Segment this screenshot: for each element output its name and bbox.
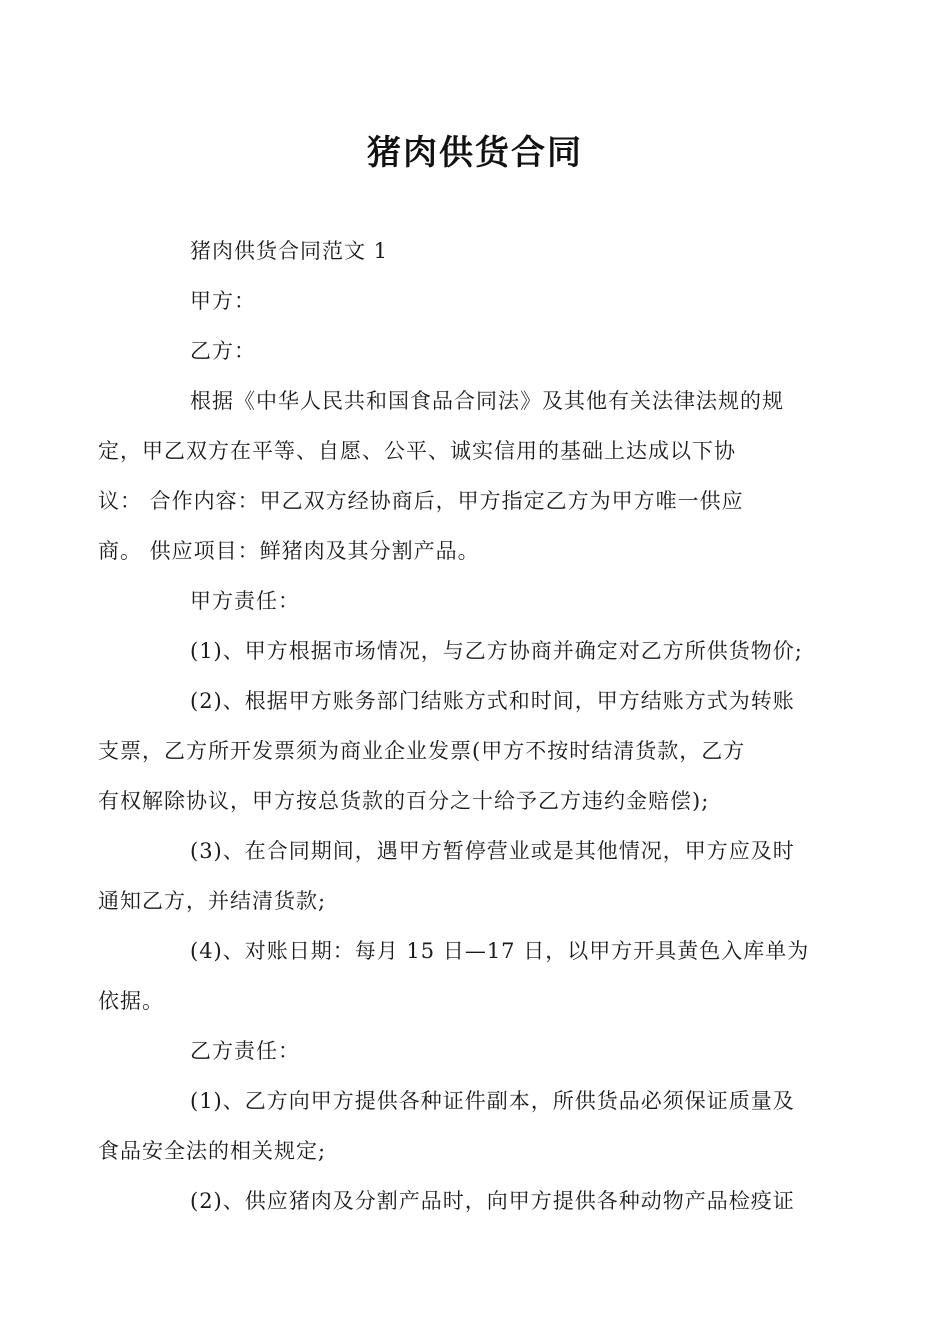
text-line: (4)、对账日期：每月 15 日—17 日，以甲方开具黄色入库单为 (190, 939, 810, 963)
text-line: 依据。 (98, 989, 164, 1013)
clause-a-1 (144, 626, 814, 676)
clause-b-2 (144, 1176, 814, 1226)
text-line: 乙方： (190, 339, 256, 363)
text-line: 定，甲乙双方在平等、自愿、公平、诚实信用的基础上达成以下协 (98, 439, 736, 463)
section-heading-party-a (144, 576, 814, 626)
text-line: (1)、甲方根据市场情况，与乙方协商并确定对乙方所供货物价; (190, 639, 803, 663)
page-title: 猪肉供货合同 (367, 133, 583, 173)
text-line: (2)、根据甲方账务部门结账方式和时间，甲方结账方式为转账 (190, 689, 795, 713)
paragraph-party-b (144, 326, 814, 376)
text-line: (2)、供应猪肉及分割产品时，向甲方提供各种动物产品检疫证 (190, 1189, 795, 1213)
section-heading-party-b (144, 1026, 814, 1076)
text-line: 根据《中华人民共和国食品合同法》及其他有关法律法规的规 (190, 389, 784, 413)
text-line: 甲方责任： (190, 589, 300, 613)
text-line: 猪肉供货合同范文 1 (190, 239, 389, 263)
text-line: 乙方责任： (190, 1039, 300, 1063)
text-line: 商。 供应项目：鲜猪肉及其分割产品。 (98, 539, 480, 563)
text-line: 通知乙方，并结清货款; (98, 889, 327, 913)
paragraph-party-a (144, 276, 814, 326)
text-line: 甲方： (190, 289, 256, 313)
text-line: (1)、乙方向甲方提供各种证件副本，所供货品必须保证质量及 (190, 1089, 795, 1113)
clause-a-3 (98, 826, 814, 926)
document-body (98, 226, 814, 1226)
clause-b-1 (98, 1076, 814, 1176)
clause-a-2 (98, 676, 814, 826)
text-line: 支票，乙方所开发票须为商业企业发票(甲方不按时结清货款，乙方 (98, 739, 746, 763)
text-line: 食品安全法的相关规定; (98, 1139, 327, 1163)
clause-a-4 (98, 926, 814, 1026)
text-line: 议： 合作内容：甲乙双方经协商后，甲方指定乙方为甲方唯一供应 (98, 489, 744, 513)
paragraph-heading (144, 226, 814, 276)
paragraph-preamble (98, 376, 814, 576)
text-line: (3)、在合同期间，遇甲方暂停营业或是其他情况，甲方应及时 (190, 839, 795, 863)
text-line: 有权解除协议，甲方按总货款的百分之十给予乙方违约金赔偿); (98, 789, 710, 813)
